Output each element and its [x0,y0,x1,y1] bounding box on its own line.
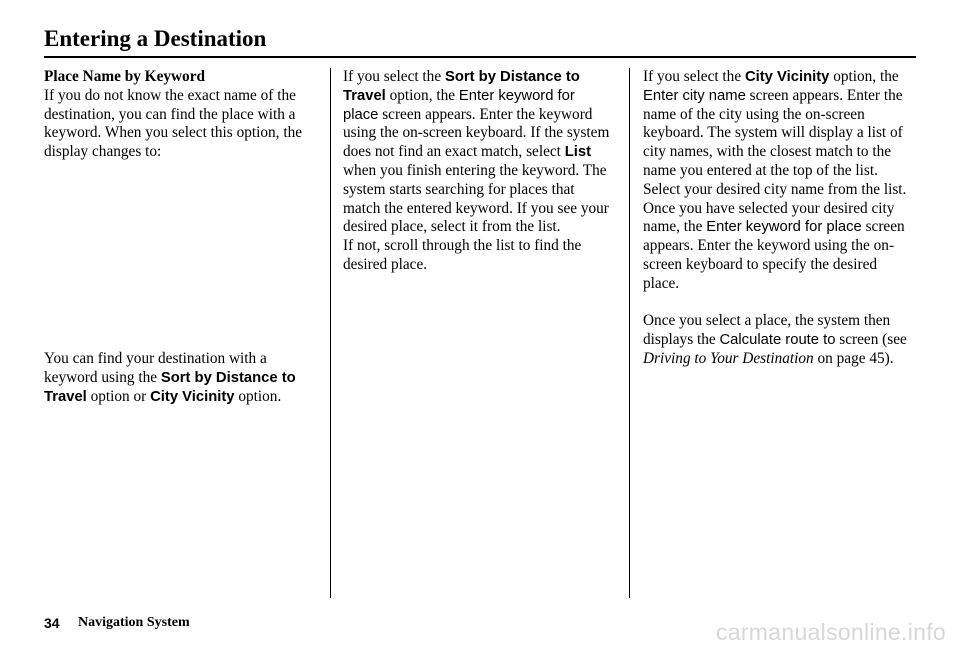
ui-term-enter-keyword: Enter keyword for place [706,219,862,236]
cross-reference-link[interactable]: Driving to Your Destination [643,349,814,367]
footer-label: Navigation System [78,615,190,630]
ui-term-calculate-route: Calculate route to [719,332,836,349]
title-rule [44,56,916,58]
column-3 [643,68,911,369]
options-paragraph: You can find your destination with a keyword using the Sort by Distance to Travel option or City Vicinity option. [44,349,296,405]
calculate-route-paragraph: Once you select a place, the system then displays the Calculate route to screen (see Driving to Your Destination on page 45). [643,312,907,367]
column-divider [330,68,331,598]
ui-term-city-vicinity: City Vicinity [744,69,830,85]
intro-paragraph: If you do not know the exact name of the destination, you can find the place with a keyword. When you select this option, the display changes to: [44,86,303,161]
column-2 [343,68,611,275]
section-heading: Place Name by Keyword [44,68,206,85]
city-vicinity-paragraph: If you select the City Vicinity option, the Enter city name screen appears. Enter the name of the city using the on-screen keyboard. The system will display a list of city names, with the closest match to the name you entered at the top of the list. Select your desired city name from the list. Once you have selected your desired city name, the Enter keyword for place screen appears. Enter the keyword using the on-screen keyboard to specify the desired place. [643,68,907,292]
page-number: 34 [44,615,60,631]
ui-term-sort-by-distance: Sort by Distance to Travel [343,69,580,104]
ui-term-city-vicinity: City Vicinity [150,388,235,405]
ui-term-enter-city-name: Enter city name [643,87,746,104]
ui-term-sort-by-distance: Sort by Distance to Travel [44,369,296,405]
scroll-paragraph: If not, scroll through the list to find the desired place. [343,237,582,273]
page-title: Entering a Destination [44,26,267,51]
sort-by-distance-paragraph: If you select the Sort by Distance to Travel option, the Enter keyword for place screen appears. Enter the keyword using the on-screen keyboard. If the system does not find an exact match, select List when you finish entering the keyword. The system starts searching for places that match the entered keyword. If you see your desired place, select it from the list. [343,68,610,236]
watermark: carmanualsonline.info [715,619,946,645]
ui-term-list: List [564,144,592,161]
column-1 [44,68,312,406]
ui-term-enter-keyword: Enter keyword for place [343,87,575,123]
column-divider [629,68,630,598]
